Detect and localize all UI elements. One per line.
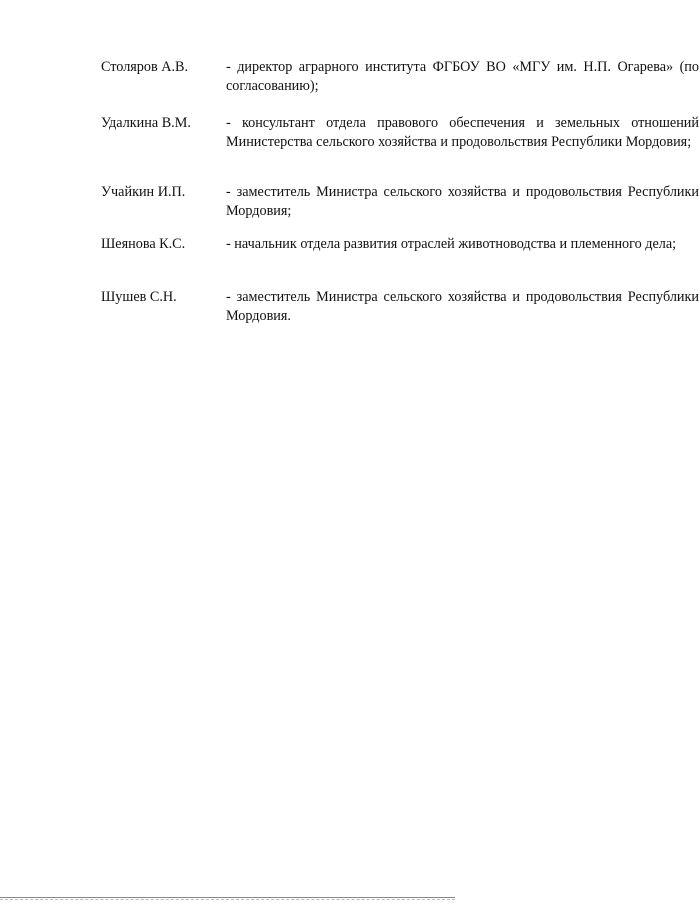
member-name: Учайкин И.П.	[101, 184, 186, 200]
scan-edge-dash	[0, 899, 455, 900]
member-role: - директор аграрного института ФГБОУ ВО «МГУ им. Н.П. Огарева» (по согласованию);	[226, 59, 699, 94]
scan-edge-line	[0, 897, 455, 898]
member-name: Шеянова К.С.	[101, 236, 186, 252]
member-role: - заместитель Министра сельского хозяйства и продовольствия Республики Мордовия;	[226, 184, 699, 219]
member-name: Шушев С.Н.	[101, 289, 177, 305]
member-role: - начальник отдела развития отраслей животноводства и племенного дела;	[226, 236, 677, 252]
member-role: - консультант отдела правового обеспечения и земельных отношений Министерства сельского хозяйства и продовольствия Республики Мордовия;	[226, 115, 699, 150]
member-name: Столяров А.В.	[101, 59, 189, 75]
member-name: Удалкина В.М.	[101, 115, 191, 131]
member-role: - заместитель Министра сельского хозяйства и продовольствия Республики Мордовия.	[226, 289, 699, 324]
